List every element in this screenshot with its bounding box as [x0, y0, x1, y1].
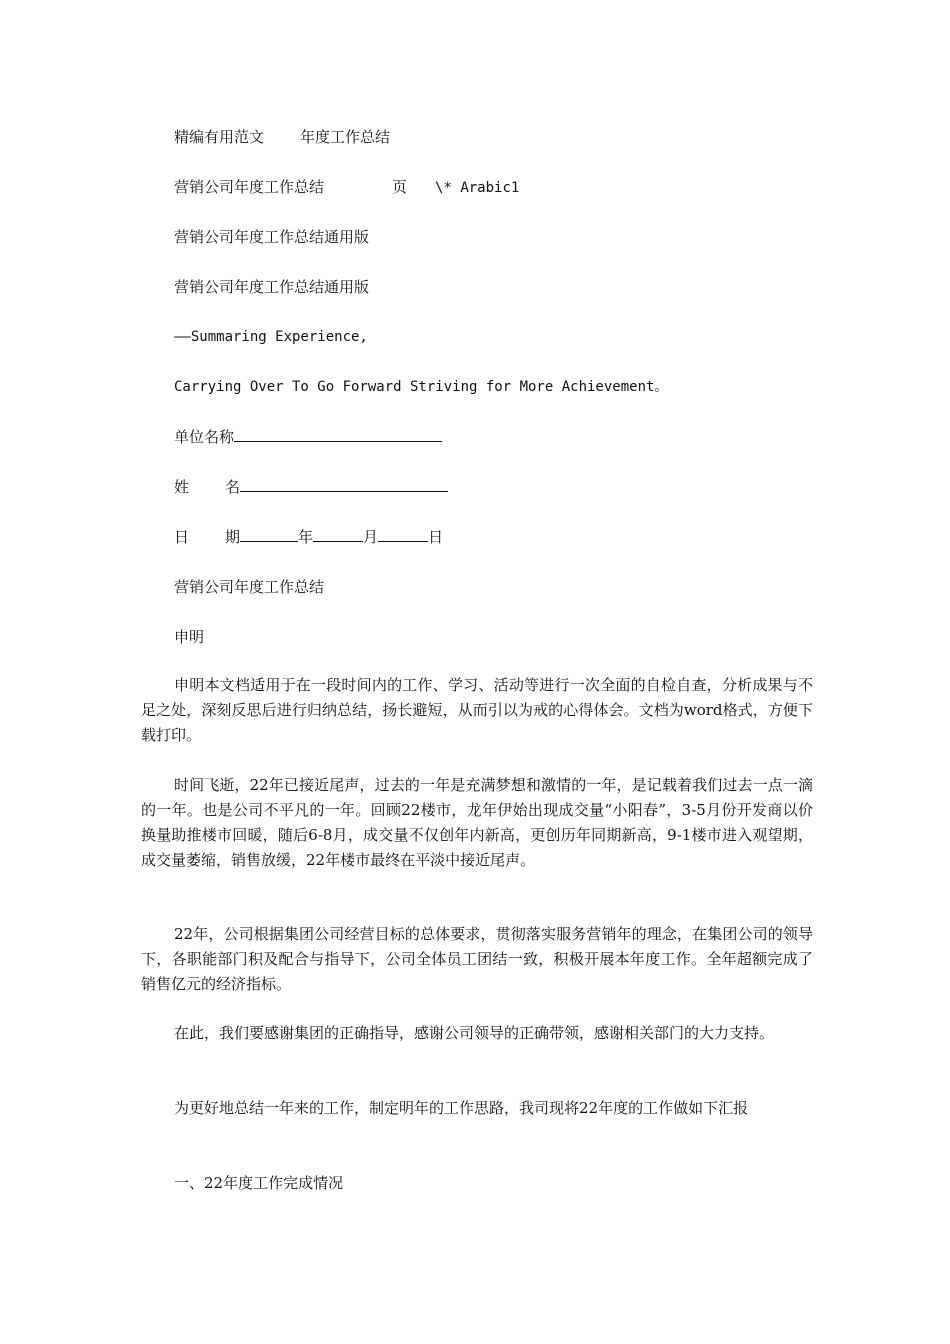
- paragraph-thanks: 在此，我们要感谢集团的正确指导，感谢公司领导的正确带领，感谢相关部门的大力支持。: [174, 1024, 775, 1042]
- header-left: 精编有用范文: [174, 128, 265, 146]
- year-label: 年: [298, 528, 314, 546]
- unit-name-field: [174, 427, 442, 447]
- unit-name-label: 单位名称: [174, 428, 235, 446]
- unit-name-blank: [234, 427, 442, 442]
- page-field-code: \* Arabic1: [435, 180, 520, 196]
- date-label-char-2: 期: [225, 528, 241, 546]
- month-label: 月: [363, 528, 379, 546]
- section-title: 营销公司年度工作总结: [174, 578, 325, 596]
- page-field-title: 营销公司年度工作总结: [174, 178, 325, 196]
- date-field: [174, 527, 443, 547]
- year-blank: [240, 527, 298, 542]
- name-label-char-2: 名: [225, 478, 241, 496]
- subtitle-line-1: ——Summaring Experience,: [174, 329, 368, 345]
- subtitle-line-2: Carrying Over To Go Forward Striving for More Achievement。: [174, 379, 669, 395]
- paragraph-declaration: 申明本文档适用于在一段时间内的工作、学习、活动等进行一次全面的自检自查，分析成果与不足之处，深刻反思后进行归纳总结，扬长避短，从而引以为戒的心得体会。文档为word格式，方便下载打印。: [141, 676, 813, 744]
- day-blank: [378, 527, 428, 542]
- page-field-label: 页: [392, 178, 408, 196]
- section-one-heading: 一、22年度工作完成情况: [174, 1174, 344, 1192]
- name-label-char-1: 姓: [174, 478, 190, 496]
- day-label: 日: [428, 528, 444, 546]
- name-blank: [240, 477, 448, 492]
- paragraph-company-performance: 22年，公司根据集团公司经营目标的总体要求，贯彻落实服务营销年的理念，在集团公司的领导下，各职能部门积及配合与指导下，公司全体员工团结一致，积极开展本年度工作。全年超额完成了销售亿元的经济指标。: [141, 925, 813, 993]
- document-title-2: 营销公司年度工作总结通用版: [174, 278, 370, 296]
- header-right: 年度工作总结: [300, 128, 391, 146]
- running-header: [174, 127, 390, 147]
- paragraph-report-intro: 为更好地总结一年来的工作，制定明年的工作思路，我司现将22年度的工作做如下汇报: [174, 1099, 749, 1117]
- page-field-line: [174, 177, 519, 198]
- document-title-1: 营销公司年度工作总结通用版: [174, 228, 370, 246]
- date-label-char-1: 日: [174, 528, 190, 546]
- declaration-heading: 申明: [174, 628, 205, 646]
- name-field: [174, 477, 448, 497]
- month-blank: [313, 527, 363, 542]
- paragraph-market-review: 时间飞逝，22年已接近尾声，过去的一年是充满梦想和激情的一年，是记载着我们过去一点一滴的一年。也是公司不平凡的一年。回顾22楼市，龙年伊始出现成交量“小阳春”，3-5月份开发商以价换量助推楼市回暖，随后6-8月，成交量不仅创年内新高，更创历年同期新高，9-1楼市进入观望期，成交量萎缩，销售放缓，22年楼市最终在平淡中接近尾声。: [141, 776, 813, 869]
